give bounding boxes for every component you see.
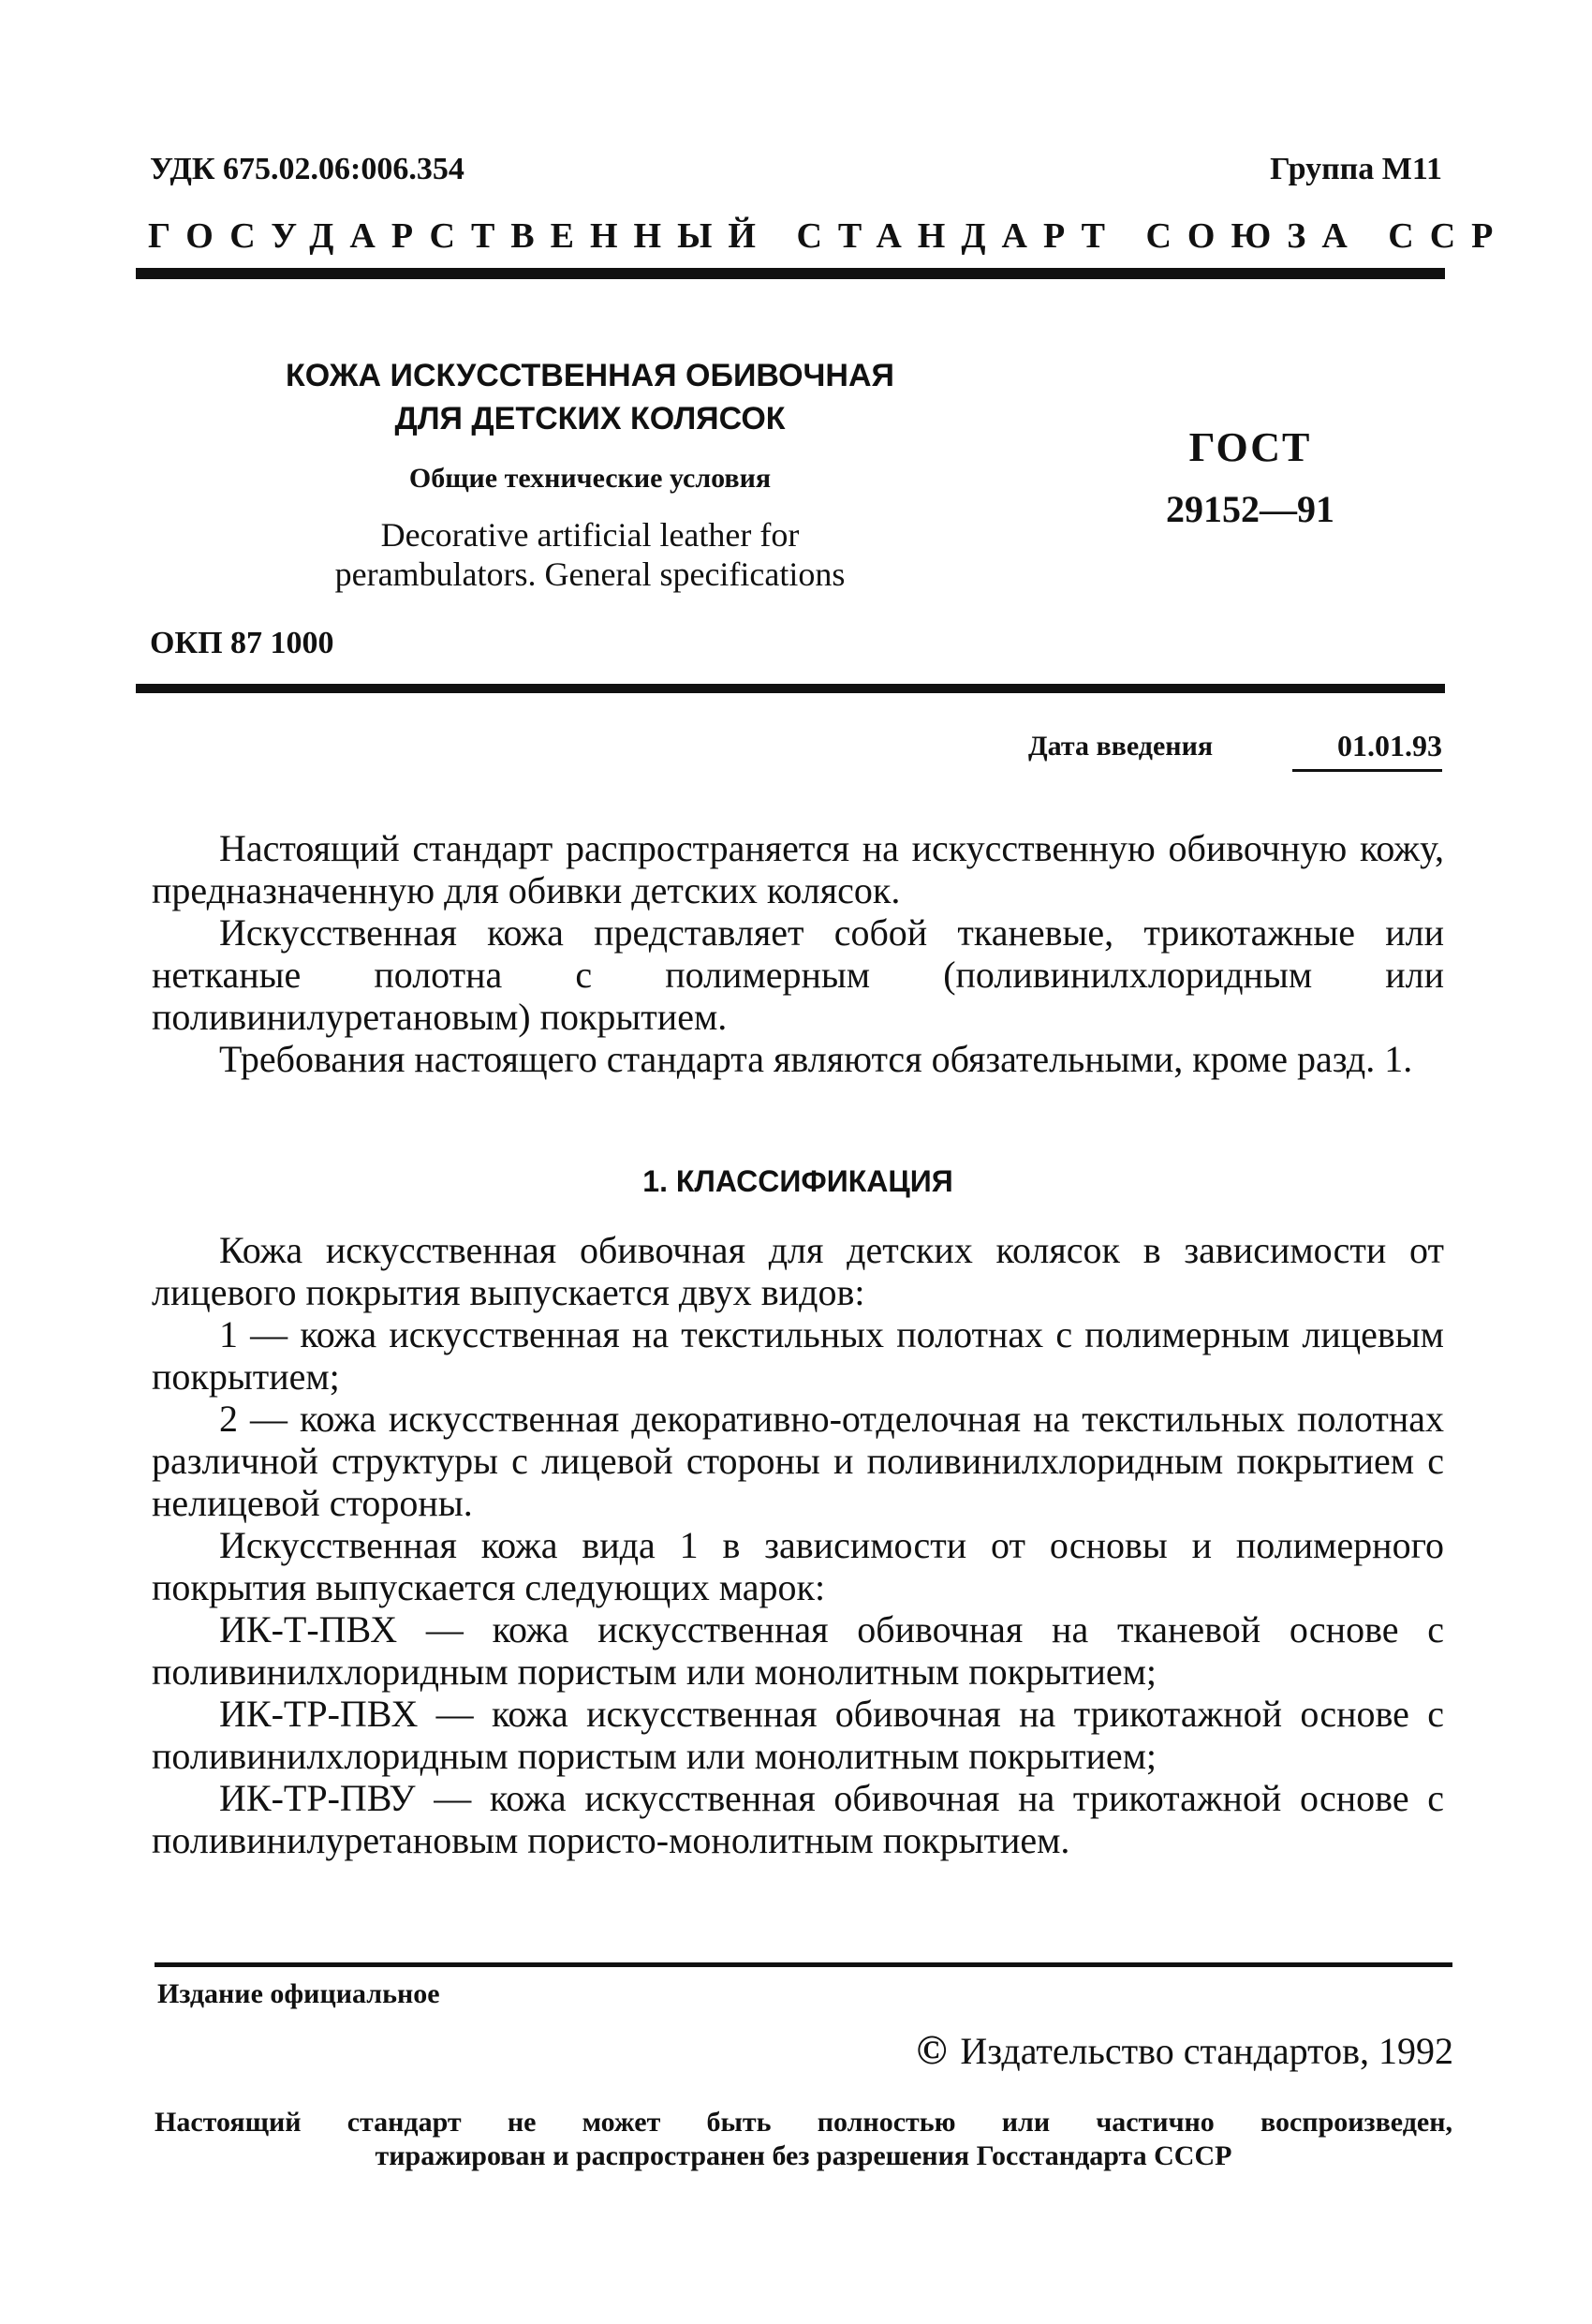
section-1-text [152,1229,1444,1861]
copyright-notice [155,2106,1452,2173]
section-1-heading: 1. КЛАССИФИКАЦИЯ [642,1164,953,1198]
footer-rule [155,1962,1452,1967]
intro-paragraph: Требования настоящего стандарта являются обязательными, кроме разд. 1. [219,1038,1413,1080]
intro-text [152,827,1444,1080]
intro-paragraph: Настоящий стандарт распространяется на искусственную обивочную кожу, предназначенную для обивки детских колясок. [152,827,1444,911]
title-rule [136,684,1445,693]
gost-label: ГОСТ [1188,424,1312,470]
copyright-text: Издательство стандартов, 1992 [960,2030,1453,2072]
copyright-line [917,2026,1454,2074]
section-paragraph: ИК-ТР-ПВХ — кожа искусственная обивочная на трикотажной основе с поливинилхлоридным пористым или монолитным покрытием; [152,1693,1444,1777]
header-rule [136,268,1445,279]
section-paragraph: 2 — кожа искусственная декоративно-отделочная на текстильных полотнах различной структуры с лицевой стороны и поливинилхлоридным покрытием с нелицевой стороны. [152,1398,1444,1524]
english-title-line-1: Decorative artificial leather for [380,516,800,554]
title-line-1: КОЖА ИСКУССТВЕННАЯ ОБИВОЧНАЯ [286,358,894,393]
section-paragraph: 1 — кожа искусственная на текстильных полотнах с полимерным лицевым покрытием; [152,1313,1444,1398]
copyright-symbol: © [916,2027,948,2073]
document-title [234,354,946,440]
section-paragraph: ИК-ТР-ПВУ — кожа искусственная обивочная на трикотажной основе с поливинилуретановым пористо-монолитным покрытием. [152,1777,1444,1861]
english-title [234,515,946,594]
state-standard-heading: ГОСУДАРСТВЕННЫЙ СТАНДАРТ СОЮЗА ССР [148,216,1510,256]
notice-line-2: тиражирован и распространен без разрешения Госстандарта СССР [375,2140,1232,2171]
okp-code: ОКП 87 1000 [150,626,334,660]
official-edition: Издание официальное [157,1978,440,2009]
english-title-line-2: perambulators. General specifications [334,555,846,593]
intro-date-value: 01.01.93 [1292,729,1442,772]
gost-number: 29152—91 [1166,488,1334,530]
section-paragraph: Кожа искусственная обивочная для детских колясок в зависимости от лицевого покрытия выпускается двух видов: [152,1229,1444,1313]
udk-code: УДК 675.02.06:006.354 [150,152,464,186]
section-paragraph: ИК-Т-ПВХ — кожа искусственная обивочная на тканевой основе с поливинилхлоридным пористым или монолитным покрытием; [152,1608,1444,1693]
document-subtitle: Общие технические условия [408,463,772,494]
group-code: Группа М11 [1270,152,1442,186]
notice-line-1: Настоящий стандарт не может быть полностью или частично воспроизведен, [155,2107,1452,2138]
intro-paragraph: Искусственная кожа представляет собой тканевые, трикотажные или нетканые полотна с полимерным (поливинилхлоридным или поливинилуретановым) покрытием. [152,911,1444,1038]
title-line-2: ДЛЯ ДЕТСКИХ КОЛЯСОК [394,401,786,437]
intro-date-label: Дата введения [1028,731,1214,762]
section-paragraph: Искусственная кожа вида 1 в зависимости от основы и полимерного покрытия выпускается следующих марок: [152,1524,1444,1608]
